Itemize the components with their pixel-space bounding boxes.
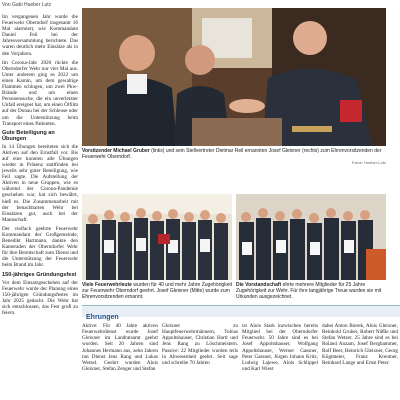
ehrungen-column: [162, 318, 238, 400]
left-column: [2, 14, 78, 400]
column-text: ist Alois Stark inzwischen bereits Mitglied bei der Oberndorfer Feuerwehr. 50 Jahre sind es bei Josef Appoltshauser, Wolfgang Appoltshauser, Werner Gassner, Peter Gassner, Jürgen Johann Kritz, Ludwig Lajewe, Alois Schlippel und Karl Wiest: [242, 323, 318, 372]
column-text: Aktive: Für 40 Jahre aktiven Feuerwehrdienst wurde Josef Gleixner im Landratsamt geehrt worden. Seit 20 Jahren sind Johannes Hermann aus, zehn Jahren tun Dienst Jens Rang und Lukas Wetzel. Geehrt wurden Alois Gleixner, Stefan Zenger und Stefan: [82, 323, 158, 372]
column-text: Gleixner zu Hauptfeuerwehrmännern, Tobias Appoltshauser, Christian Hartl und Jens Rang zu Löschmeistern. Passive: 22 Mitglieder wurden teils in Abwesenheit geehrt. Seit sage und schreibe 70 Jahren: [162, 323, 238, 366]
subheading: Gute Beteiligung an Übungen: [2, 129, 55, 142]
paragraph: Vor dem Einsatzgeschehen auf der Feuerwehr wurde der Planung eines 150-jährigen Gründungsfestes im Jahr 2025 gedacht. Die Wehr hat sich entschlossen, das Fest groß zu feiern.: [2, 279, 78, 317]
ehrungen-column: [322, 318, 398, 400]
ehrungen-column: [242, 318, 318, 400]
section-title: Ehrungen: [86, 314, 119, 321]
photo-board-honorees: [236, 194, 386, 280]
caption-lead: Die Vorstandschaft: [236, 282, 282, 288]
photo-caption: [82, 148, 386, 160]
photo-caption: [236, 282, 386, 300]
column-text: dabei Anton Bierek, Alois Gleixner, Reinhold Gruber, Robert Nüßle und Stefan Wetzer. 25 Jahre sind es bei Roland Anzam, Josef Bergbammer, Rolf Beer, Heinrich Gleixner, Georg Kögtmeier, Franz Kreutner, Reinhard Lange und Ernst Peter.: [322, 323, 398, 366]
intro-paragraph: Im vergangenen Jahr wurde die Feuerwehr Oberndorf insgesamt 16 Mal alarmiert, wie Kommandant Daniel Feil bei der Jahresversammlung berichtete. Das waren deutlich mehr Einsätze als in den Vorjahren.: [2, 14, 78, 57]
ehrungen-column: [82, 318, 158, 400]
photo-group-honorees: [82, 194, 232, 280]
photo-caption: [82, 282, 232, 300]
caption-text: wurden für 40 und mehr Jahre Zugehörigkeit zur Feuerwehr Oberndorf geehrt. Josef Gleixner (Mitte) wurde zum Ehrenvorsitzenden ernannt.: [82, 282, 232, 300]
caption-text: (links) und sein Stellvertreter Dietmar Reil ernannten Josef Gleixner (rechts) zum Ehrenvorsitzenden der Feuerwehr Oberndorf.: [82, 148, 382, 160]
caption-lead: Vorsitzender Michael Gruber: [82, 148, 150, 154]
caption-lead: Viele Feuerwehrleute: [82, 282, 132, 288]
paragraph: Im Corona-Jahr 2020 rückte die Oberndorfer Wehr nur vier Mal aus. Unter anderem ging es 2022 um einen Kamin, um dem gewaltige Flammen schlugen, um zwei Pkw-Brände und um einen Personensuche, die ein unverletzter Unfall ereignet hat, um einen Ölfilm auf der Donau bei der Schleuse oder um die Unterstützung beim Transport eines Patienten.: [2, 59, 78, 127]
author-credit: Von Gabi Hueber Lutz: [2, 2, 52, 8]
photo-award-handshake: [82, 8, 386, 146]
subheading: 150-jähriges Gründungsfest: [2, 271, 77, 278]
paragraph: In 14 Übungen bereiteten sich die Aktiven auf den Ernstfall vor. Bis auf eine konnten alle Übungen wieder in Präsenz stattfinden bei jeweils sehr guter Beteiligung, wie Feil sagte. Die Aufstellung der Aktiven in neue Gruppen, wie es während der Corona-Pandemie geschehen war, hat sich bewährt, hieß es. Die Zusammenarbeit mit der benachbarten Wehr bei Einsätzen gut, auch bei der Mannschaft.: [2, 143, 78, 223]
photo-credit: Fotos: Hueber-Lutz: [351, 160, 386, 165]
section-header: [82, 305, 400, 321]
paragraph: Der vielfach geehrte Feuerwehr Kommandant der Großgemeinde, Benedikt Hartmann, dankte den Kameraden der Oberndorfer Wehr für ihre Bereitschaft zum Dienst und die Unterstützung der Feuerwehr beim Brand im Jahr.: [2, 225, 78, 269]
caption-text: ehrte mehrere Mitglieder für 25 Jahre Zugehörigkeit zur Wehr. Für ihre langjährige Treue wurden sie mit Urkunden ausgezeichnet.: [236, 282, 382, 300]
